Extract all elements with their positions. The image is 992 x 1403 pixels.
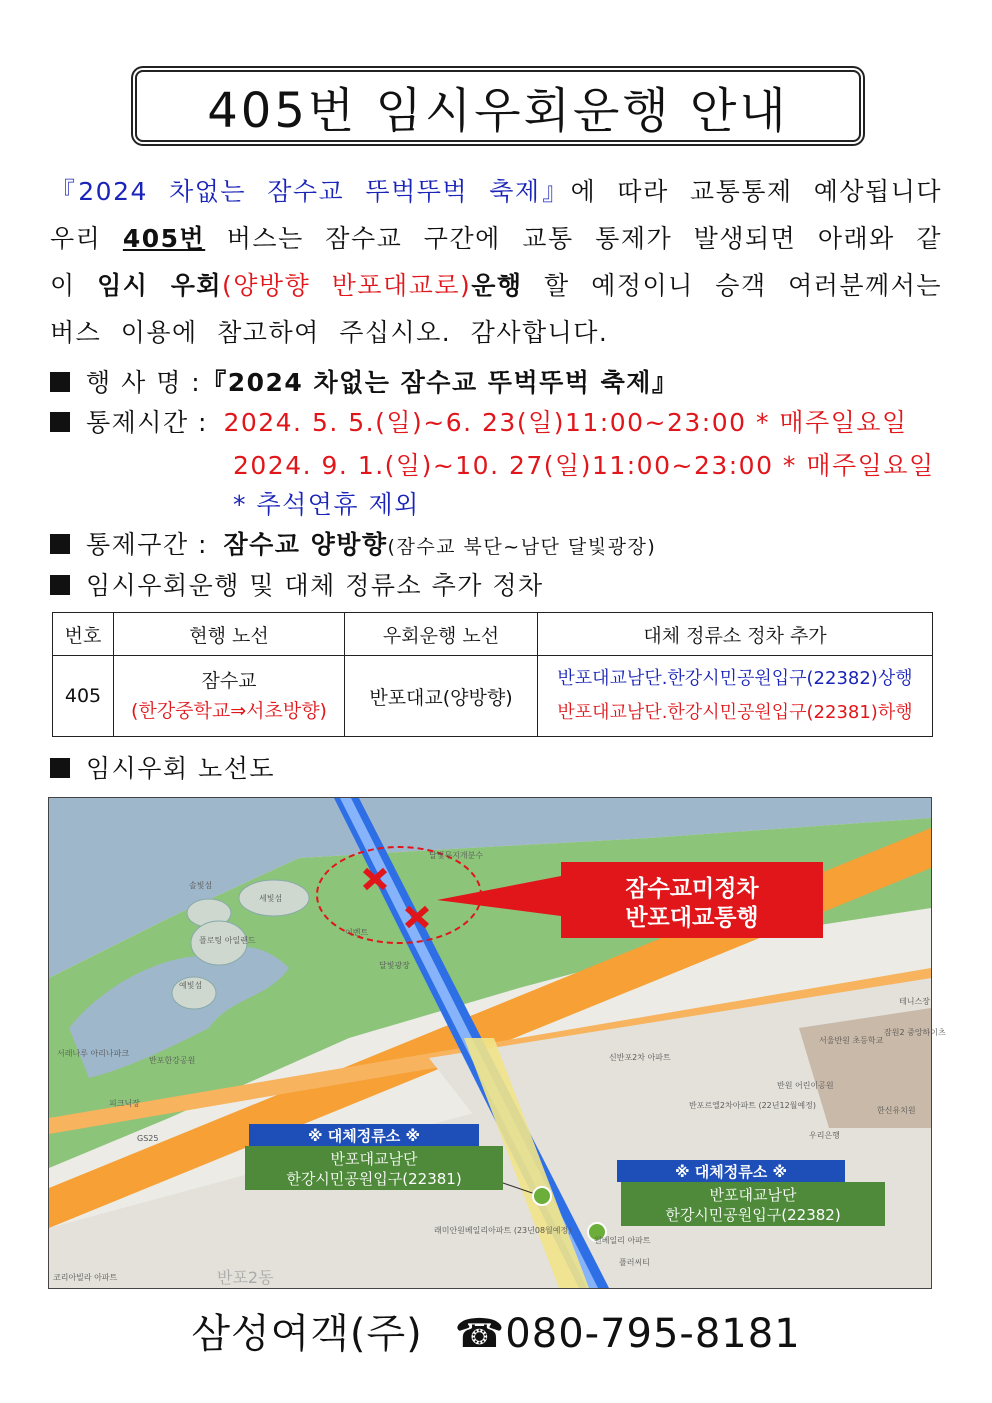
bullet-square-icon — [50, 534, 70, 554]
table-header: 우회운행 노선 — [345, 613, 538, 656]
map-label: 테니스장 — [899, 997, 930, 1006]
detour-route-cell: 반포대교(양방향) — [345, 656, 538, 737]
telephone-icon: ☎ — [454, 1311, 506, 1357]
map-label: 코리아빌라 아파트 — [53, 1273, 118, 1282]
map-label: 달빛광장 — [379, 961, 410, 970]
map-label: 원베일리 아파트 — [594, 1236, 651, 1245]
control-section-value: 잠수교 양방향 — [223, 530, 388, 559]
map-label: 예빛섬 — [179, 981, 203, 990]
current-route: 잠수교 — [201, 670, 257, 692]
event-label: 행 사 명 : — [86, 368, 202, 397]
map-label: 반포르엘2차아파트 (22년12월예정) — [689, 1101, 816, 1110]
intro-text-2: 버스는 잠수교 구간에 교통 통제가 발생되면 아래와 같이 — [50, 224, 942, 300]
map-label: 솔빛섬 — [189, 881, 213, 890]
intro-paragraph — [50, 168, 942, 356]
added-stops-cell — [538, 656, 933, 737]
map-label: 반포2동 — [217, 1268, 274, 1287]
map-label: 잠원2 중앙하이츠 — [884, 1028, 946, 1037]
table-header-row — [53, 613, 933, 656]
stop2-line-2: 한강시민공원입구(22382) — [665, 1206, 841, 1224]
current-route-cell — [114, 656, 345, 737]
table-header: 현행 노선 — [114, 613, 345, 656]
map-heading: 임시우회 노선도 — [86, 754, 275, 783]
map-label: 래미안원베일리아파트 (23년08월예정) — [434, 1226, 572, 1235]
detour-table — [52, 612, 933, 737]
stop1-line-2: 한강시민공원입구(22381) — [286, 1170, 462, 1188]
detour-heading-row — [50, 566, 544, 602]
detour-heading: 임시우회운행 및 대체 정류소 추가 정차 — [86, 571, 544, 600]
stop2-line-1: 반포대교남단 — [709, 1186, 797, 1204]
stop1-line-1: 반포대교남단 — [330, 1150, 418, 1168]
event-value: 『2024 차없는 잠수교 뚜벅뚜벅 축제』 — [201, 368, 679, 397]
festival-name: 『2024 차없는 잠수교 뚜벅뚜벅 축제』 — [50, 177, 571, 206]
map-label: 세빛섬 — [259, 894, 283, 903]
detour-route-map — [48, 797, 946, 1289]
bullet-square-icon — [50, 575, 70, 595]
map-heading-row — [50, 749, 275, 785]
map-label: 서래나루 아리나파크 — [57, 1049, 130, 1058]
map-label: 달빛무지개분수 — [429, 851, 484, 860]
callout-line-2: 반포대교통행 — [625, 905, 759, 931]
route-number: 405번 — [122, 224, 206, 253]
map-label: 이벤트 — [345, 928, 369, 937]
page-title: 405번 임시우회운행 안내 — [207, 82, 789, 139]
event-row — [50, 363, 678, 399]
map-label: GS25 — [137, 1134, 159, 1143]
route-number-cell: 405 — [53, 656, 114, 737]
added-stop-up: 반포대교남단.한강시민공원입구(22382)상행 — [557, 668, 913, 689]
phone-number[interactable]: 080-795-8181 — [505, 1311, 801, 1357]
company-name: 삼성여객(주) — [191, 1311, 423, 1357]
intro-text-1: 에 따라 교통통제 예상됩니다 우리 — [50, 177, 942, 253]
control-time-label: 통제시간 : — [86, 408, 208, 437]
map-label: 신반포2차 아파트 — [609, 1053, 671, 1062]
map-label: 우리은행 — [809, 1131, 840, 1140]
bullet-square-icon — [50, 412, 70, 432]
map-label: 반포한강공원 — [149, 1056, 196, 1065]
control-section-detail: (잠수교 북단~남단 달빛광장) — [387, 536, 657, 558]
detour-emphasis: 임시 우회 — [97, 271, 223, 300]
map-label: 플러씨티 — [619, 1258, 650, 1267]
current-route-detail: (한강중학교⇒서초방향) — [131, 700, 327, 722]
table-header: 대체 정류소 정차 추가 — [538, 613, 933, 656]
control-section-row — [50, 525, 656, 561]
stop1-title: ※ 대체정류소 ※ — [307, 1127, 421, 1145]
table-header: 번호 — [53, 613, 114, 656]
footer-contact — [0, 1302, 992, 1359]
control-time-exception: * 추석연휴 제외 — [233, 490, 420, 519]
stop-marker-22381 — [533, 1187, 551, 1205]
operation-emphasis: 운행 — [471, 271, 523, 300]
map-label: 한신유치원 — [877, 1106, 916, 1115]
map-label: 피크닉장 — [109, 1099, 140, 1108]
detour-direction: (양방향 반포대교로) — [222, 271, 472, 300]
stop2-title: ※ 대체정류소 ※ — [674, 1163, 788, 1181]
control-section-label: 통제구간 : — [86, 530, 208, 559]
map-label: 플로팅 아일랜드 — [199, 936, 256, 945]
control-time-line-1: 2024. 5. 5.(일)~6. 23(일)11:00~23:00 * 매주일요일 — [223, 408, 908, 437]
control-time-row — [50, 403, 908, 439]
bullet-square-icon — [50, 758, 70, 778]
control-time-line-2: 2024. 9. 1.(일)~10. 27(일)11:00~23:00 * 매주일요일 — [233, 451, 935, 480]
callout-line-1: 잠수교미정차 — [625, 876, 759, 902]
bullet-square-icon — [50, 372, 70, 392]
map-label: 반원 어린이공원 — [777, 1081, 834, 1090]
added-stop-down: 반포대교남단.한강시민공원입구(22381)하행 — [557, 702, 913, 723]
map-label: 서울반원 초등학교 — [819, 1036, 884, 1045]
table-row — [53, 656, 933, 737]
intro-text-3: 할 예정이니 승객 여러분께서는 버스 이용에 참고하여 주십시오. 감사합니다. — [50, 271, 942, 347]
